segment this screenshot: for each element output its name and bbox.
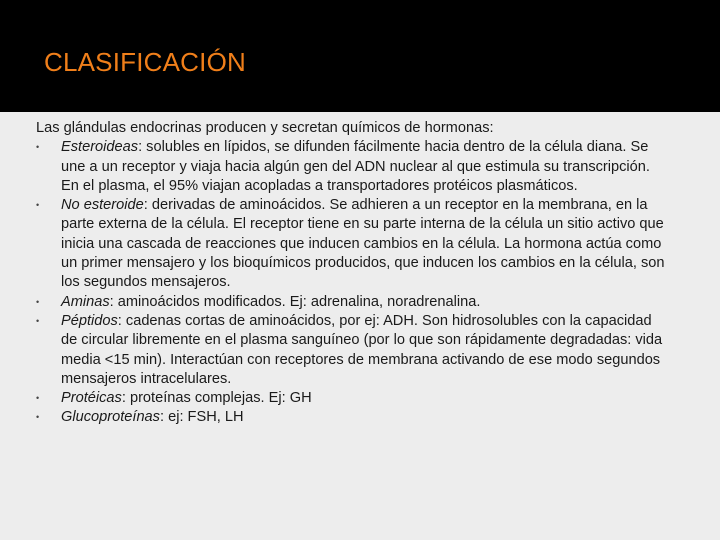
- bullet-icon: •: [36, 412, 40, 423]
- bullet-icon: •: [36, 315, 40, 326]
- bullet-item-peptidos: [36, 312, 668, 389]
- bullet-icon: •: [36, 142, 40, 153]
- bullet-term: Aminas: [61, 293, 110, 310]
- bullet-icon: •: [36, 296, 40, 307]
- title-band: [0, 0, 720, 112]
- bullet-item-no-esteroide: [36, 196, 668, 292]
- bullet-item-glucoproteinas: [36, 408, 668, 427]
- slide-body: [36, 119, 668, 428]
- bullet-text: : proteínas complejas. Ej: GH: [121, 390, 312, 407]
- bullet-term: Péptidos: [61, 312, 118, 329]
- bullet-item-proteicas: [36, 389, 668, 408]
- intro-text: Las glándulas endocrinas producen y secretan químicos de hormonas:: [36, 120, 494, 136]
- bullet-item-esteroideas: [36, 138, 668, 196]
- slide-title: CLASIFICACIÓN: [44, 47, 246, 77]
- bullet-icon: •: [36, 200, 40, 211]
- bullet-term: Protéicas: [61, 390, 122, 407]
- bullet-text: : cadenas cortas de aminoácidos, por ej: ADH. Son hidrosolubles con la capacidad de circular libremente en el plasma sanguíneo (por lo que son rápidamente degradadas: vida media <15 min). Interactúan con receptores de membrana activando de ese modo segundos mensajeros intracelulares.: [61, 312, 663, 387]
- bullet-list: [36, 138, 668, 427]
- bullet-icon: •: [36, 393, 40, 404]
- bullet-text: : derivadas de aminoácidos. Se adhieren a un receptor en la membrana, en la parte externa de la célula. El receptor tiene en su parte interna de la célula un sitio activo que inicia una cascada de reacciones que inducen cambios en la célula. La hormona actúa como un primer mensajero y los bioquímicos producidos, que inducen los cambios en la célula, son los segundos mensajeros.: [61, 197, 665, 291]
- bullet-text: : aminoácidos modificados. Ej: adrenalina, noradrenalina.: [109, 293, 481, 310]
- bullet-item-aminas: [36, 293, 668, 312]
- bullet-term: Glucoproteínas: [61, 409, 160, 426]
- bullet-term: No esteroide: [61, 197, 144, 214]
- bullet-term: Esteroideas: [61, 139, 139, 156]
- bullet-text: : solubles en lípidos, se difunden fácilmente hacia dentro de la célula diana. Se une a un receptor y viaja hacia algún gen del ADN nuclear al que estimula su transcripción. En el plasma, el 95% viajan acopladas a transportadores protéicos plasmáticos.: [61, 139, 650, 194]
- bullet-text: : ej: FSH, LH: [159, 409, 244, 426]
